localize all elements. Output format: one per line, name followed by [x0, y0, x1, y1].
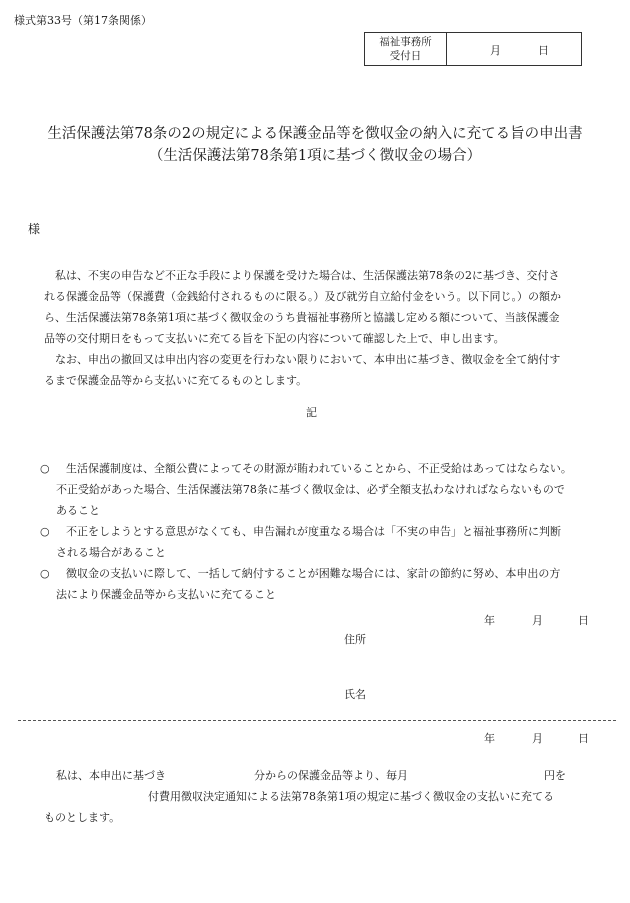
confirmation-item-1 [40, 458, 600, 521]
statement-segment-3: 円を [544, 769, 566, 782]
body-paragraph-1 [44, 265, 604, 391]
name-label: 氏名 [344, 688, 366, 701]
form-number: 様式第33号（第17条関係） [14, 14, 152, 27]
item-line: 不正をしようとする意思がなくても、申告漏れが度重なる場合は「不実の申告」と福祉事務所に判断 [66, 525, 561, 538]
para1-line: ら、生活保護法第78条第1項に基づく徴収金のうち貴福祉事務所と協議し定める額について、当該保護金 [44, 311, 560, 324]
office-date-day-label: 日 [578, 732, 589, 745]
circle-bullet-icon: ○ [40, 462, 50, 475]
reception-label [365, 33, 447, 65]
applicant-date-year-label: 年 [484, 614, 495, 627]
para1-line: れる保護金品等（保護費（金銭給付されるものに限る。）及び就労自立給付金をいう。以下同じ。）の額か [44, 290, 561, 303]
cut-line-divider [18, 720, 616, 721]
reception-month-label: 月 [490, 44, 501, 57]
item-line: 徴収金の支払いに際して、一括して納付することが困難な場合には、家計の節約に努め、本申出の方 [66, 567, 561, 580]
confirmation-item-3 [40, 563, 600, 605]
applicant-date-day-label: 日 [578, 614, 589, 627]
applicant-date-month-label: 月 [532, 614, 543, 627]
office-statement-line1 [44, 765, 604, 786]
circle-bullet-icon: ○ [40, 525, 50, 538]
reception-stamp-box [364, 32, 582, 66]
item-line: 法により保護金品等から支払いに充てること [56, 588, 276, 601]
item-line: 生活保護制度は、全額公費によってその財源が賄われていることから、不正受給はあってはならない。 [66, 462, 572, 475]
para2-line: なお、申出の撤回又は申出内容の変更を行わない限りにおいて、本申出に基づき、徴収金を全て納付す [55, 353, 561, 366]
statement-segment-2: 分からの保護金品等より、毎月 [254, 769, 408, 782]
office-statement-line3: ものとします。 [44, 811, 121, 824]
para2-line: るまで保護金品等から支払いに充てるものとします。 [44, 374, 308, 387]
reception-date-field[interactable] [447, 33, 581, 65]
reception-day-label: 日 [538, 44, 549, 57]
office-date-month-label: 月 [532, 732, 543, 745]
address-label: 住所 [344, 633, 366, 646]
reception-label-line1: 福祉事務所 [379, 36, 432, 48]
item-line: あること [56, 504, 100, 517]
office-statement [44, 765, 604, 828]
item-line: 不正受給があった場合、生活保護法第78条に基づく徴収金は、必ず全額支払わなければならないもので [56, 483, 565, 496]
para1-line: 私は、不実の申告など不正な手段により保護を受けた場合は、生活保護法第78条の2に基づき、交付さ [55, 269, 560, 282]
office-date-year-label: 年 [484, 732, 495, 745]
item-line: される場合があること [56, 546, 166, 559]
para1-line: 品等の交付期日をもって支払いに充てる旨を下記の内容について確認した上で、申し出ます。 [44, 332, 505, 345]
reception-label-line2: 受付日 [389, 50, 422, 62]
statement-segment-1: 私は、本申出に基づき [56, 769, 166, 782]
document-title: 生活保護法第78条の2の規定による保護金品等を徴収金の納入に充てる旨の申出書 [47, 126, 583, 142]
office-statement-line2: 付費用徴収決定通知による法第78条第1項の規定に基づく徴収金の支払いに充てる [148, 790, 554, 803]
addressee-suffix: 様 [28, 222, 41, 236]
confirmation-item-2 [40, 521, 600, 563]
document-subtitle: （生活保護法第78条第1項に基づく徴収金の場合） [148, 148, 482, 164]
circle-bullet-icon: ○ [40, 567, 50, 580]
confirmation-items [40, 458, 600, 605]
ki-heading: 記 [306, 406, 317, 419]
